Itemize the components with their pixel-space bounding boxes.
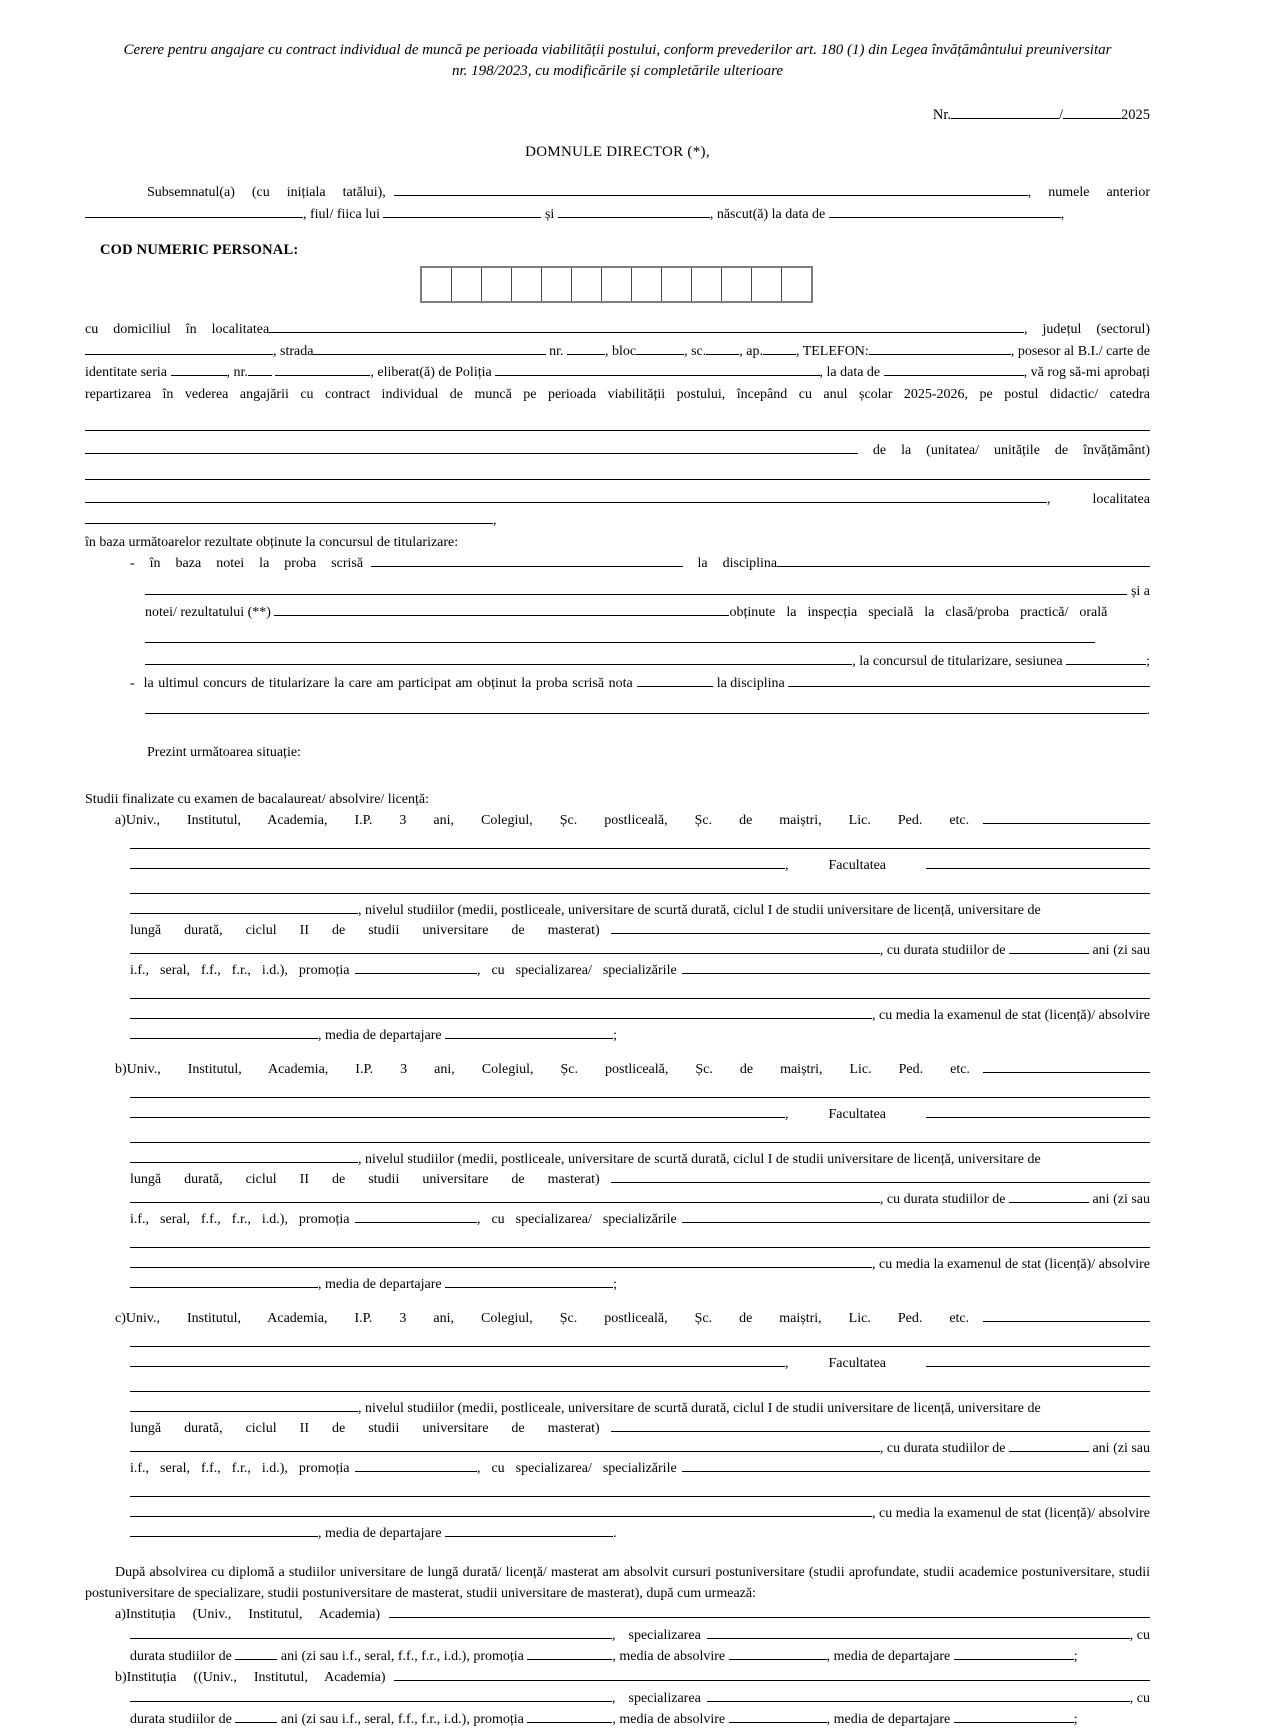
form-line: [85, 510, 1150, 532]
blank-field: [235, 1710, 277, 1723]
text-segment: ;: [1073, 1711, 1078, 1727]
form-line: [85, 1688, 1150, 1709]
postgraduate-paragraph: După absolvirea cu diplomă a studiilor universitare de lungă durată/ licență/ masterat am absolvit cursuri postuniversitare (studii aprofundate, studii academice postuniversitare, studii postuniversitare de specializare, studii postuniversitare de masterat, studii universitare de masterat), după cum urmează:: [85, 1564, 1150, 1601]
form-line: [85, 1255, 1150, 1275]
text-segment: , cu: [1129, 1627, 1150, 1643]
cnp-digit-box: [692, 268, 722, 301]
form-line: [85, 418, 1150, 440]
text-segment: durata studiilor de: [130, 1711, 236, 1727]
blank-field: [130, 856, 785, 869]
text-segment: a)Instituția (Univ., Institutul, Academia): [115, 1606, 389, 1622]
text-segment: ;: [1073, 1648, 1078, 1664]
form-line: [85, 961, 1150, 981]
blank-field: [355, 1210, 477, 1223]
blank-field: [636, 342, 684, 355]
blank-field: [274, 603, 729, 616]
text-segment: , media de absolvire: [612, 1648, 729, 1664]
blank-field: [130, 1399, 358, 1412]
form-line: [85, 341, 1150, 363]
text-segment: Studii finalizate cu examen de bacalaureat/ absolvire/ licență:: [85, 792, 430, 807]
form-line: [85, 789, 1150, 811]
blank-field: [235, 1647, 277, 1660]
text-segment: ,: [785, 1106, 789, 1122]
blank-field: [729, 1647, 827, 1660]
cnp-digit-box: [512, 268, 542, 301]
nr-label: Nr.: [932, 107, 951, 123]
text-segment: Facultatea: [828, 857, 887, 873]
text-segment: cu domiciliul în localitatea: [85, 322, 270, 337]
form-line: [85, 467, 1150, 489]
form-line: [85, 1150, 1150, 1170]
form-line: [85, 1439, 1150, 1459]
blank-field: [926, 1354, 1150, 1367]
blank-field: [145, 582, 1127, 595]
text-segment: , TELEFON:: [795, 343, 869, 359]
blank-field: [567, 342, 605, 355]
text-segment: și: [541, 207, 558, 222]
blank-field: [275, 363, 370, 376]
applicant-identity-paragraph: [85, 182, 1150, 226]
text-segment: obținute la inspecția specială la clasă/proba practică/ orală: [729, 605, 1108, 620]
blank-field: [130, 1626, 612, 1639]
form-line: [85, 602, 1150, 624]
text-segment: ;: [1146, 654, 1150, 669]
form-line: [85, 901, 1150, 921]
text-segment: , cu: [1129, 1690, 1150, 1706]
text-segment: , media de absolvire: [612, 1711, 729, 1727]
blank-field: [383, 205, 541, 218]
text-segment: i.f., seral, f.f., f.r., i.d.), promoția: [130, 1460, 355, 1476]
blank-field: [611, 1419, 1150, 1432]
text-segment: lungă durată, ciclul II de studii universitare de masterat): [130, 922, 612, 938]
form-line: [85, 581, 1150, 603]
form-line: [85, 1484, 1150, 1504]
form-line: [85, 1646, 1150, 1667]
blank-field: [729, 1710, 827, 1723]
blank-field: [130, 1439, 880, 1452]
form-line: [85, 673, 1150, 695]
blank-field: [394, 183, 1027, 196]
studies-block-a: [85, 811, 1150, 1046]
blank-field: [637, 674, 713, 687]
form-line: [85, 1235, 1150, 1255]
form-line: [85, 1210, 1150, 1230]
blank-field: [954, 1710, 1074, 1723]
cnp-digit-box: [782, 268, 811, 301]
form-line: [85, 941, 1150, 961]
form-line: [85, 1275, 1150, 1295]
text-segment: , nivelul studiilor (medii, postliceale, universitare de scurtă durată, ciclul I de studii universitare de licență, universitare de: [358, 1151, 1041, 1167]
blank-field: [130, 1190, 880, 1203]
form-line: [85, 204, 1150, 226]
form-line: [85, 362, 1150, 384]
form-line: [85, 630, 1150, 652]
blank-field: [85, 467, 1150, 480]
text-segment: ;: [613, 1027, 617, 1043]
blank-field: [1009, 1190, 1089, 1203]
form-line: [85, 742, 1150, 764]
form-line: [85, 651, 1150, 673]
text-segment: , născut(ă) la data de: [709, 207, 829, 222]
blank-field: [1009, 941, 1089, 954]
form-line: [85, 1006, 1150, 1026]
form-line: [85, 1309, 1150, 1329]
blank-field: [130, 1354, 785, 1367]
text-segment: , eliberat(ă) de Poliția: [370, 365, 496, 380]
blank-field: [682, 1210, 1150, 1223]
form-line: [85, 1060, 1150, 1080]
form-line: [85, 1190, 1150, 1210]
text-segment: ani (zi sau i.f., seral, f.f., f.r., i.d.), promoția: [277, 1711, 528, 1727]
cnp-digit-box: [422, 268, 452, 301]
blank-field: [394, 1668, 1150, 1681]
text-segment: , cu media la examenul de stat (licență)/ absolvire: [872, 1007, 1150, 1023]
text-segment: lungă durată, ciclul II de studii universitare de masterat): [130, 1420, 612, 1436]
blank-field: [130, 1006, 872, 1019]
text-segment: , cu durata studiilor de: [879, 1191, 1009, 1207]
institution-sections: [85, 1604, 1150, 1730]
form-line: [85, 1419, 1150, 1439]
text-segment: la disciplina: [713, 675, 789, 691]
text-segment: ani (zi sau: [1088, 942, 1150, 958]
text-segment: , cu media la examenul de stat (licență)/ absolvire: [872, 1505, 1150, 1521]
blank-field: [130, 1334, 1150, 1347]
form-line: [85, 1604, 1150, 1625]
form-line: [85, 1399, 1150, 1419]
text-segment: Facultatea: [828, 1355, 887, 1371]
blank-field: [445, 1275, 613, 1288]
blank-field: [130, 1130, 1150, 1143]
text-segment: b)Instituția ((Univ., Institutul, Academia): [115, 1669, 395, 1685]
document-title-line2: nr. 198/2023, cu modificările și completările ulterioare: [451, 63, 784, 79]
text-segment: ani (zi sau: [1088, 1440, 1150, 1456]
text-segment: , ap.: [739, 343, 763, 359]
blank-field: [130, 1085, 1150, 1098]
blank-field: [926, 1105, 1150, 1118]
blank-field: [85, 205, 303, 218]
text-segment: durata studiilor de: [130, 1648, 236, 1664]
blank-field: [869, 342, 1011, 355]
form-line: [85, 1379, 1150, 1399]
text-segment: , media de departajare: [318, 1276, 446, 1292]
form-line: [85, 440, 1150, 462]
blank-field: [85, 342, 273, 355]
blank-field: [130, 1150, 358, 1163]
text-segment: .: [1146, 703, 1150, 718]
blank-field: [85, 441, 858, 454]
text-segment: , la data de: [819, 365, 884, 380]
form-line: [85, 1354, 1150, 1374]
blank-field: [707, 1626, 1130, 1639]
blank-field: [130, 1524, 318, 1537]
text-segment: , cu specializarea/ specializările: [476, 1460, 683, 1476]
text-segment: , numele anterior: [1027, 185, 1150, 200]
blank-field: [130, 986, 1150, 999]
salutation: DOMNULE DIRECTOR (*),: [525, 144, 710, 160]
text-segment: , cu media la examenul de stat (licență)/ absolvire: [872, 1256, 1150, 1272]
text-segment: ,: [785, 857, 789, 873]
text-segment: , vă rog să-mi aprobați: [1023, 365, 1150, 380]
blank-field: [130, 941, 880, 954]
institution-block-b: [85, 1667, 1150, 1730]
blank-field: [763, 342, 796, 355]
blank-field: [777, 554, 1150, 567]
blank-field: [269, 320, 1024, 333]
blank-field: [130, 1504, 872, 1517]
text-segment: , specializarea: [612, 1690, 708, 1706]
text-segment: , media de departajare: [318, 1525, 446, 1541]
cnp-digit-box: [722, 268, 752, 301]
text-segment: Subsemnatul(a) (cu inițiala tatălui),: [147, 185, 395, 200]
text-segment: lungă durată, ciclul II de studii universitare de masterat): [130, 1171, 612, 1187]
blank-field: [248, 363, 272, 376]
blank-field: [884, 363, 1024, 376]
form-line: [85, 856, 1150, 876]
text-segment: , cu specializarea/ specializările: [476, 962, 683, 978]
text-segment: localitatea: [1092, 491, 1150, 507]
text-segment: , la concursul de titularizare, sesiunea: [852, 654, 1067, 669]
text-segment: notei/ rezultatului (**): [145, 605, 275, 620]
text-segment: , media de departajare: [826, 1711, 954, 1727]
text-segment: în baza următoarelor rezultate obținute la concursul de titularizare:: [85, 534, 459, 550]
blank-field: [145, 630, 1095, 643]
text-segment: , media de departajare: [826, 1648, 954, 1664]
blank-field: [130, 881, 1150, 894]
blank-field: [445, 1026, 613, 1039]
text-segment: identitate seria: [85, 365, 171, 380]
form-line: [85, 532, 1150, 554]
cnp-digit-box: [662, 268, 692, 301]
form-line: [85, 881, 1150, 901]
text-segment: - în baza notei la proba scrisă: [130, 556, 371, 571]
blank-field: [130, 1026, 318, 1039]
form-line: [85, 921, 1150, 941]
blank-field: [130, 1235, 1150, 1248]
studies-sections: [85, 811, 1150, 1544]
text-segment: ani (zi sau i.f., seral, f.f., f.r., i.d.), promoția: [277, 1648, 528, 1664]
text-segment: , cu durata studiilor de: [879, 942, 1009, 958]
blank-field: [707, 1689, 1130, 1702]
blank-field: [682, 1459, 1150, 1472]
text-segment: i.f., seral, f.f., f.r., i.d.), promoția: [130, 962, 355, 978]
cnp-digit-box: [452, 268, 482, 301]
form-line: [85, 1085, 1150, 1105]
blank-field: [445, 1524, 613, 1537]
blank-field: [130, 901, 358, 914]
blank-field: [171, 363, 227, 376]
text-segment: .: [613, 1525, 617, 1541]
blank-field: [954, 1647, 1074, 1660]
registration-number-line: [85, 106, 1150, 128]
blank-field: [1066, 652, 1146, 665]
text-segment: de la (unitatea/ unitățile de învățământ): [857, 442, 1150, 458]
text-segment: , nivelul studiilor (medii, postliceale, universitare de scurtă durată, ciclul I de studii universitare de licență, universitare de: [358, 902, 1041, 918]
form-line: [85, 811, 1150, 831]
blank-field: [85, 511, 493, 524]
text-segment: b)Univ., Institutul, Academia, I.P. 3 ani, Colegiul, Șc. postliceală, Șc. de maiștri, Lic. Ped. etc.: [115, 1061, 984, 1077]
text-segment: i.f., seral, f.f., f.r., i.d.), promoția: [130, 1211, 355, 1227]
studies-block-c: [85, 1309, 1150, 1544]
text-segment: repartizarea în vederea angajării cu contract individual de muncă pe perioada viabilității postului, începând cu anul școlar 2025-2026, pe postul didactic/ catedra: [85, 386, 1150, 402]
cnp-digit-box: [482, 268, 512, 301]
blank-field: [682, 961, 1150, 974]
text-segment: ,: [493, 513, 497, 528]
form-line: [85, 1459, 1150, 1479]
text-segment: , specializarea: [612, 1627, 708, 1643]
text-segment: - la ultimul concurs de titularizare la care am participat am obținut la proba scrisă nota: [130, 675, 638, 691]
blank-field: [371, 554, 683, 567]
blank-field: [130, 1379, 1150, 1392]
text-segment: , posesor al B.I./ carte de: [1010, 343, 1150, 359]
blank-field: [611, 921, 1150, 934]
form-line: [85, 489, 1150, 511]
text-segment: , media de departajare: [318, 1027, 446, 1043]
text-segment: , județul (sectorul): [1023, 322, 1150, 337]
text-segment: , cu durata studiilor de: [879, 1440, 1009, 1456]
blank-field: [130, 1689, 612, 1702]
blank-field: [1009, 1439, 1089, 1452]
text-segment: , nivelul studiilor (medii, postliceale, universitare de scurtă durată, ciclul I de studii universitare de licență, universitare de: [358, 1400, 1041, 1416]
nr-year: 2025: [1121, 107, 1150, 123]
form-line: [85, 1026, 1150, 1046]
text-segment: Prezint următoarea situație:: [147, 744, 301, 760]
text-segment: , cu specializarea/ specializările: [476, 1211, 683, 1227]
text-segment: nr.: [545, 343, 567, 359]
blank-field: [611, 1170, 1150, 1183]
blank-field: [527, 1710, 612, 1723]
blank-field: [527, 1647, 612, 1660]
blank-field: [389, 1605, 1150, 1618]
blank-field: [558, 205, 710, 218]
text-segment: , sc.: [684, 343, 707, 359]
nr-blank: [951, 106, 1059, 119]
form-line: [85, 1170, 1150, 1190]
blank-field: [355, 1459, 477, 1472]
blank-field: [983, 1060, 1150, 1073]
blank-field: [130, 1105, 785, 1118]
form-line: [85, 1709, 1150, 1730]
blank-field: [926, 856, 1150, 869]
text-segment: ,: [785, 1355, 789, 1371]
cnp-digit-box: [752, 268, 782, 301]
form-line: [85, 1625, 1150, 1646]
blank-field: [130, 836, 1150, 849]
text-segment: c)Univ., Institutul, Academia, I.P. 3 ani, Colegiul, Șc. postliceală, Șc. de maiștri, Lic. Ped. etc.: [115, 1310, 983, 1326]
document-title-line1: Cerere pentru angajare cu contract individual de muncă pe perioada viabilității postului, conform prevederilor art. 180 (1) din Legea învățământului preuniversitar: [123, 42, 1112, 58]
blank-field: [495, 363, 819, 376]
cnp-digit-box: [572, 268, 602, 301]
text-segment: ani (zi sau: [1088, 1191, 1150, 1207]
form-line: [85, 1667, 1150, 1688]
form-line: [85, 1524, 1150, 1544]
text-segment: și a: [1127, 583, 1150, 599]
blank-field: [313, 342, 545, 355]
form-line: [85, 1130, 1150, 1150]
blank-field: [85, 490, 1047, 503]
blank-field: [788, 674, 1150, 687]
institution-block-a: [85, 1604, 1150, 1667]
form-line: [85, 1334, 1150, 1354]
text-segment: Facultatea: [828, 1106, 887, 1122]
cnp-label: COD NUMERIC PERSONAL:: [100, 242, 299, 258]
text-segment: , nr.: [226, 365, 248, 380]
address-and-results-section: [85, 319, 1150, 811]
form-line: [85, 182, 1150, 204]
form-line: [85, 1504, 1150, 1524]
cnp-digit-box: [542, 268, 572, 301]
form-line: [85, 553, 1150, 575]
blank-field: [355, 961, 477, 974]
blank-field: [130, 1484, 1150, 1497]
text-segment: , strada: [273, 343, 314, 359]
blank-field: [145, 652, 852, 665]
form-line: [85, 319, 1150, 341]
form-line: [85, 836, 1150, 856]
blank-field: [130, 1275, 318, 1288]
text-segment: ,: [1046, 491, 1051, 507]
form-line: [85, 986, 1150, 1006]
blank-field: [983, 1309, 1150, 1322]
blank-field: [145, 701, 1147, 714]
nr-date-blank: [1063, 106, 1121, 119]
cnp-boxes: [420, 266, 813, 303]
blank-field: [85, 418, 1150, 431]
blank-field: [130, 1255, 872, 1268]
nr-separator: /: [1058, 107, 1063, 123]
blank-field: [706, 342, 739, 355]
cnp-digit-box: [602, 268, 632, 301]
studies-block-b: [85, 1060, 1150, 1295]
text-segment: la disciplina: [682, 556, 778, 571]
cnp-digit-box: [632, 268, 662, 301]
blank-field: [829, 205, 1061, 218]
text-segment: , bloc: [604, 343, 637, 359]
form-line: [85, 1105, 1150, 1125]
form-line: [85, 384, 1150, 406]
text-segment: a)Univ., Institutul, Academia, I.P. 3 ani, Colegiul, Șc. postliceală, Șc. de maiștri, Lic. Ped. etc.: [115, 812, 983, 828]
text-segment: ;: [613, 1276, 617, 1292]
blank-field: [983, 811, 1150, 824]
text-segment: , fiul/ fiica lui: [303, 207, 384, 222]
form-line: [85, 700, 1150, 722]
text-segment: ,: [1060, 207, 1065, 222]
